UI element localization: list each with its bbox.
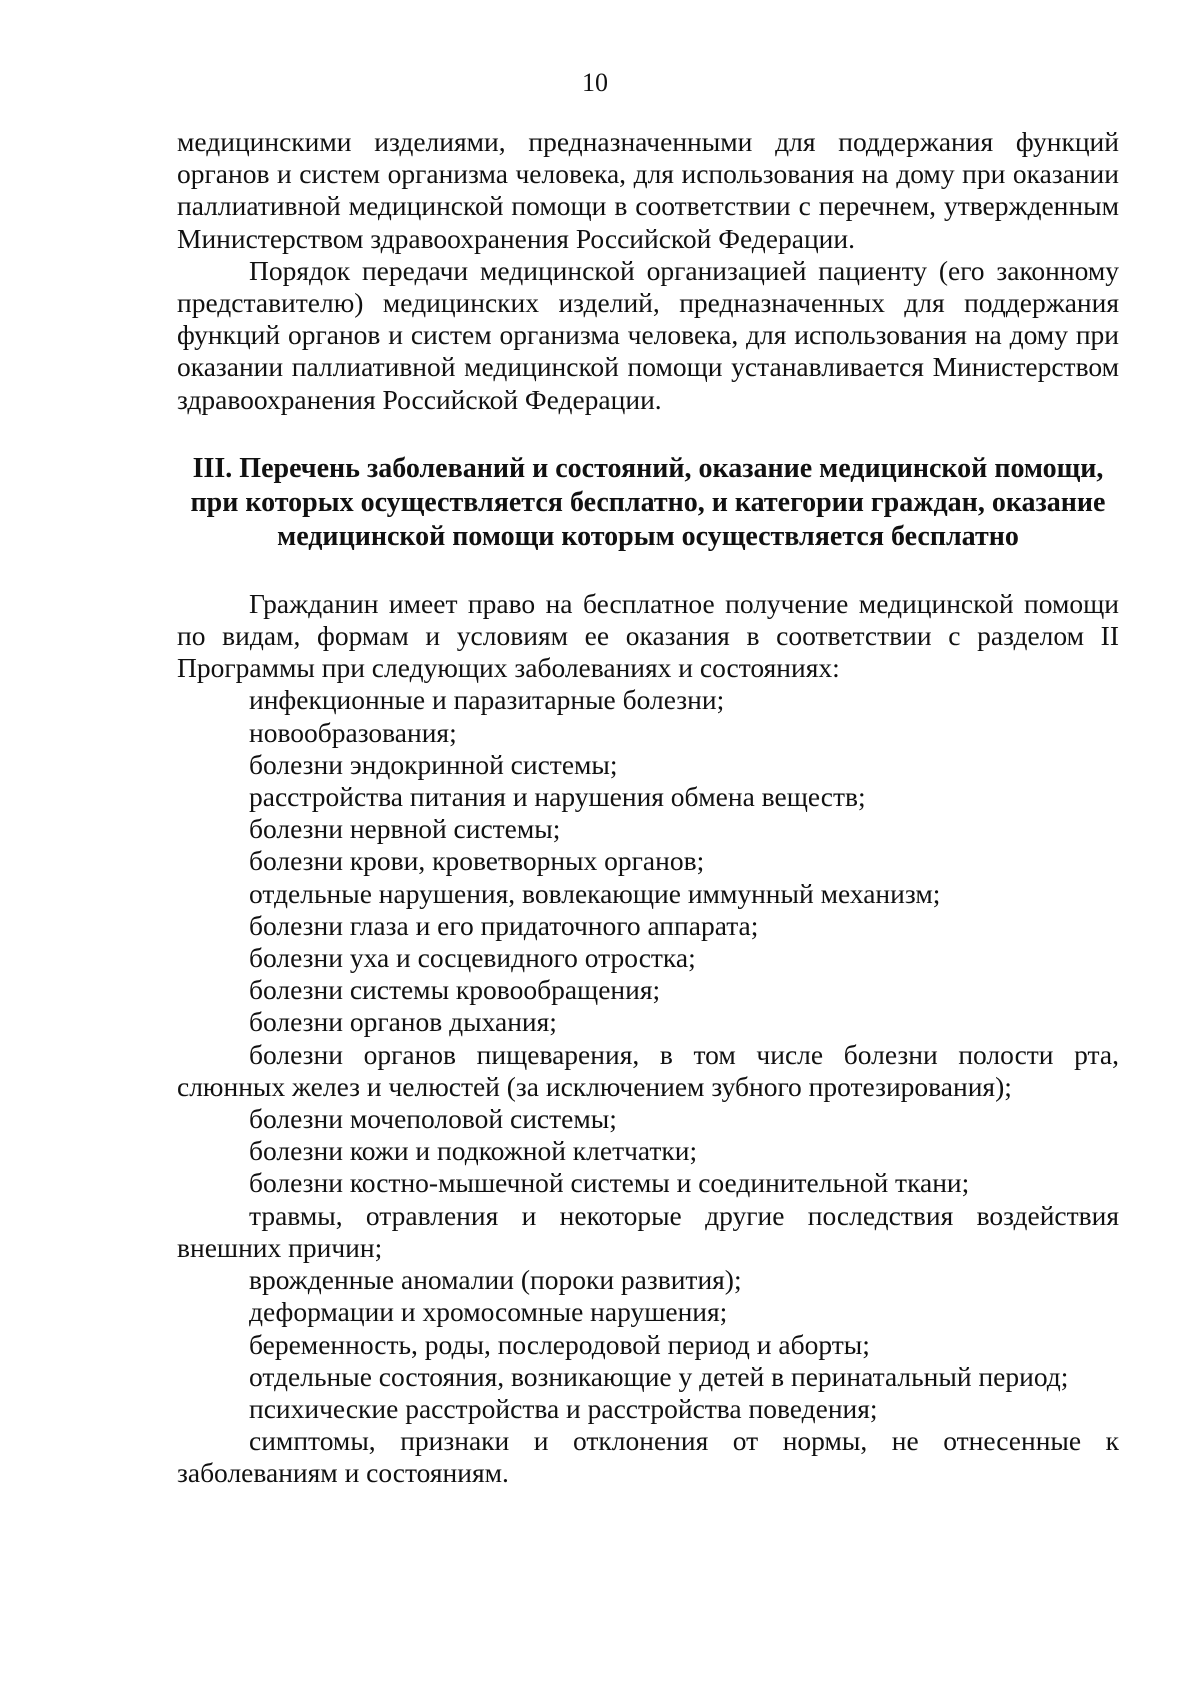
- list-item: новообразования;: [249, 716, 457, 748]
- section-heading-line: медицинской помощи которым осуществляется бесплатно: [277, 520, 1019, 552]
- list-item: беременность, роды, послеродовой период и аборты;: [249, 1328, 870, 1360]
- paragraph-order: Порядок передачи медицинской организацией пациенту (его законному представителю) медицинских изделий, предназначенных для поддержания функций органов и систем организма человека, для использования на дому при оказании паллиативной медицинской помощи устанавливается Министерством здравоохранения Российской Федерации.: [177, 254, 1119, 415]
- list-item: симптомы, признаки и отклонения от нормы, не отнесенные к заболеваниям и состояниям.: [177, 1425, 1119, 1489]
- section-heading-line: III. Перечень заболеваний и состояний, оказание медицинской помощи,: [192, 452, 1104, 484]
- list-item: врожденные аномалии (пороки развития);: [249, 1264, 742, 1296]
- list-item: отдельные состояния, возникающие у детей в перинатальный период;: [249, 1360, 1069, 1392]
- list-item: психические расстройства и расстройства поведения;: [249, 1392, 878, 1424]
- list-item: болезни кожи и подкожной клетчатки;: [249, 1135, 698, 1167]
- paragraph-continuation: медицинскими изделиями, предназначенными для поддержания функций органов и систем организма человека, для использования на дому при оказании паллиативной медицинской помощи в соответствии с перечнем, утвержденным Министерством здравоохранения Российской Федерации.: [177, 126, 1119, 254]
- section-heading: [177, 452, 1119, 554]
- list-item: деформации и хромосомные нарушения;: [249, 1296, 728, 1328]
- disease-list: [177, 684, 1119, 1489]
- list-item: болезни костно-мышечной системы и соединительной ткани;: [249, 1167, 970, 1199]
- section-heading-line: при которых осуществляется бесплатно, и категории граждан, оказание: [190, 486, 1106, 518]
- list-item: болезни нервной системы;: [249, 813, 561, 845]
- list-item: болезни эндокринной системы;: [249, 748, 618, 780]
- list-item: травмы, отравления и некоторые другие последствия воздействия внешних причин;: [177, 1199, 1119, 1263]
- list-item: отдельные нарушения, вовлекающие иммунный механизм;: [249, 877, 941, 909]
- page-number: 10: [582, 68, 608, 97]
- list-item: болезни уха и сосцевидного отростка;: [249, 942, 696, 974]
- list-item: расстройства питания и нарушения обмена веществ;: [249, 781, 866, 813]
- list-item: болезни крови, кроветворных органов;: [249, 845, 705, 877]
- list-item: болезни мочеполовой системы;: [249, 1103, 617, 1135]
- paragraph-intro: Гражданин имеет право на бесплатное получение медицинской помощи по видам, формам и условиям ее оказания в соответствии с разделом II Программы при следующих заболеваниях и состояниях:: [177, 587, 1119, 684]
- list-item: болезни органов пищеварения, в том числе болезни полости рта, слюнных желез и челюстей (за исключением зубного протезирования);: [177, 1038, 1119, 1102]
- list-item: инфекционные и паразитарные болезни;: [249, 684, 725, 716]
- list-item: болезни системы кровообращения;: [249, 974, 661, 1006]
- list-item: болезни органов дыхания;: [249, 1006, 557, 1038]
- document-body: [177, 126, 1119, 1490]
- list-item: болезни глаза и его придаточного аппарата;: [249, 909, 759, 941]
